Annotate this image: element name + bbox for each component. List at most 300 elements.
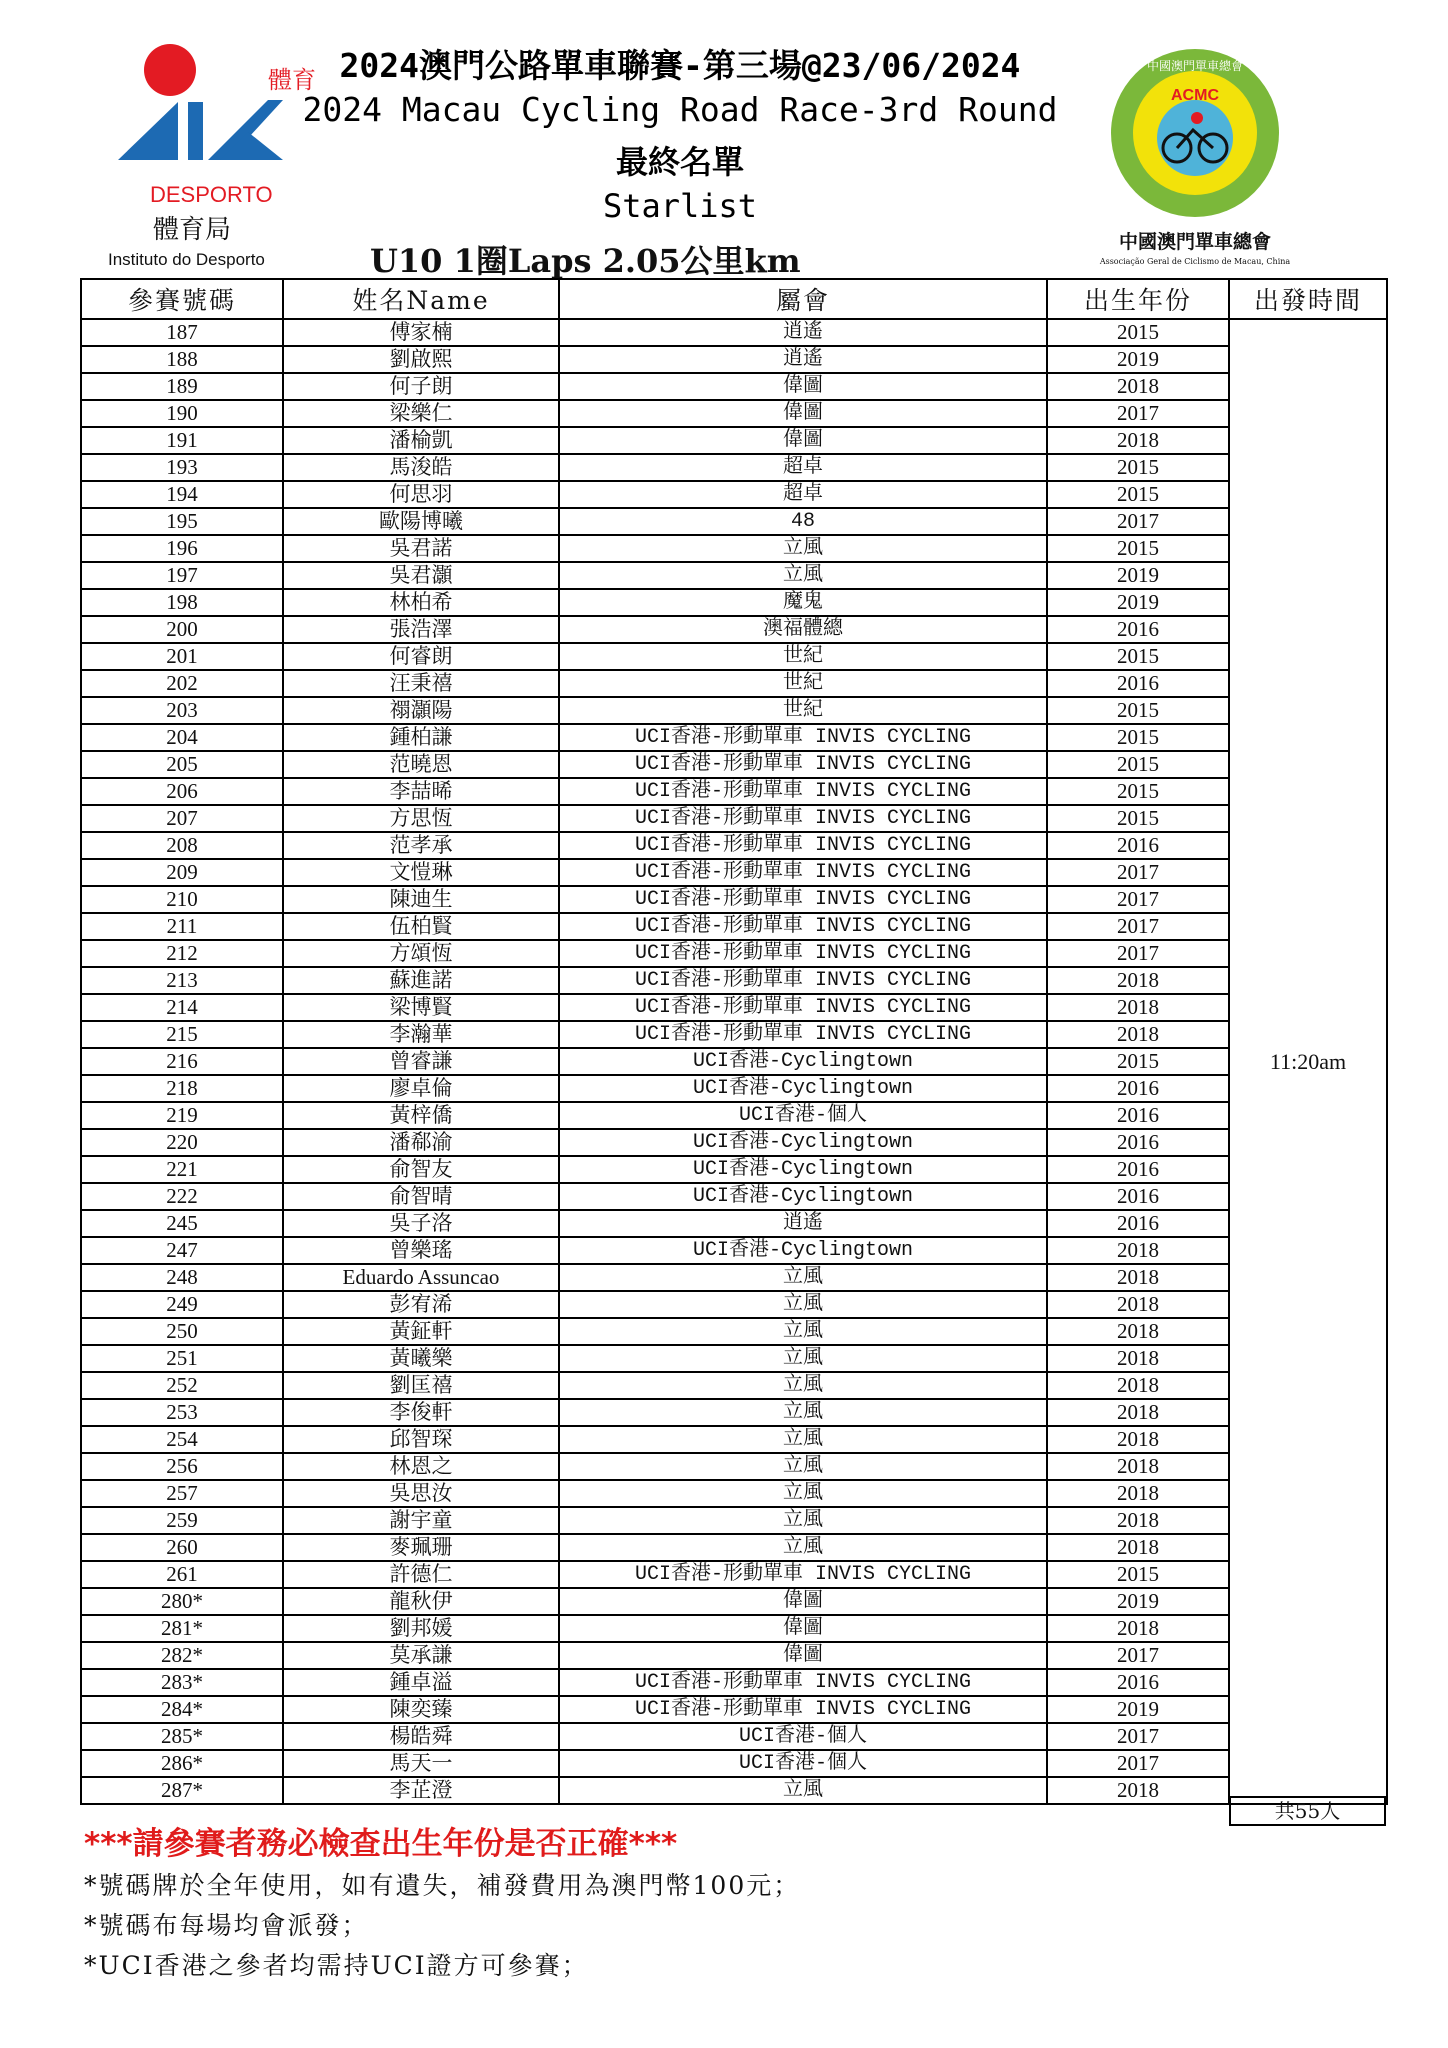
table-row	[81, 967, 1387, 994]
cell-club: UCI香港-形動單車 INVIS CYCLING	[559, 1669, 1047, 1696]
cell-birth-year: 2015	[1047, 643, 1229, 670]
cell-name: 何睿朗	[283, 643, 559, 670]
col-header-number: 參賽號碼	[81, 279, 283, 319]
table-row	[81, 1696, 1387, 1723]
cell-club: 偉圖	[559, 1642, 1047, 1669]
cell-club: 偉圖	[559, 1588, 1047, 1615]
cell-number: 218	[81, 1075, 283, 1102]
col-header-start-time: 出發時間	[1229, 279, 1387, 319]
table-row	[81, 859, 1387, 886]
cell-birth-year: 2018	[1047, 1021, 1229, 1048]
warning-note: ***請參賽者務必檢查出生年份是否正確***	[84, 1826, 678, 1862]
cell-name: 范曉恩	[283, 751, 559, 778]
cell-birth-year: 2019	[1047, 562, 1229, 589]
cell-number: 253	[81, 1399, 283, 1426]
cell-number: 247	[81, 1237, 283, 1264]
cell-birth-year: 2015	[1047, 751, 1229, 778]
cell-number: 250	[81, 1318, 283, 1345]
table-row	[81, 589, 1387, 616]
cell-number: 193	[81, 454, 283, 481]
cell-birth-year: 2018	[1047, 1453, 1229, 1480]
cell-birth-year: 2015	[1047, 319, 1229, 346]
cell-club: 立風	[559, 1264, 1047, 1291]
table-row	[81, 481, 1387, 508]
cell-birth-year: 2015	[1047, 481, 1229, 508]
table-row	[81, 1291, 1387, 1318]
cell-name: 廖卓倫	[283, 1075, 559, 1102]
cell-number: 254	[81, 1426, 283, 1453]
acmc-logo	[1099, 48, 1305, 268]
cell-number: 287*	[81, 1777, 283, 1804]
cell-birth-year: 2015	[1047, 697, 1229, 724]
cell-club: UCI香港-Cyclingtown	[559, 1183, 1047, 1210]
name-pt-text: Instituto do Desporto	[108, 250, 265, 269]
note-item: *號碼布每場均會派發；	[84, 1911, 369, 1940]
cell-birth-year: 2016	[1047, 1102, 1229, 1129]
desporto-logo	[108, 40, 316, 270]
cell-number: 198	[81, 589, 283, 616]
cell-birth-year: 2018	[1047, 1345, 1229, 1372]
table-row	[81, 373, 1387, 400]
cell-name: 劉邦媛	[283, 1615, 559, 1642]
cell-name: 汪秉禧	[283, 670, 559, 697]
cell-club: UCI香港-形動單車 INVIS CYCLING	[559, 751, 1047, 778]
cell-name: 邱智琛	[283, 1426, 559, 1453]
cell-number: 286*	[81, 1750, 283, 1777]
cell-name: 劉啟熙	[283, 346, 559, 373]
table-row	[81, 1075, 1387, 1102]
cell-birth-year: 2018	[1047, 1426, 1229, 1453]
table-row	[81, 1723, 1387, 1750]
table-row	[81, 1399, 1387, 1426]
cell-name: 林柏希	[283, 589, 559, 616]
startlist-table	[80, 278, 1386, 1805]
table-row	[81, 1264, 1387, 1291]
cell-club: UCI香港-形動單車 INVIS CYCLING	[559, 832, 1047, 859]
table-row	[81, 1345, 1387, 1372]
cell-number: 195	[81, 508, 283, 535]
cell-birth-year: 2018	[1047, 1399, 1229, 1426]
cell-number: 194	[81, 481, 283, 508]
cell-number: 190	[81, 400, 283, 427]
cell-club: UCI香港-Cyclingtown	[559, 1156, 1047, 1183]
cell-number: 188	[81, 346, 283, 373]
cell-birth-year: 2018	[1047, 1237, 1229, 1264]
cell-club: 立風	[559, 1534, 1047, 1561]
cell-name: 陳奕臻	[283, 1696, 559, 1723]
cell-number: 251	[81, 1345, 283, 1372]
table-row	[81, 1507, 1387, 1534]
cell-birth-year: 2017	[1047, 1723, 1229, 1750]
cell-name: 何子朗	[283, 373, 559, 400]
cell-name: 李俊軒	[283, 1399, 559, 1426]
cell-number: 215	[81, 1021, 283, 1048]
cell-name: 吳君灝	[283, 562, 559, 589]
cell-name: 方思恆	[283, 805, 559, 832]
table-row	[81, 427, 1387, 454]
ring-text: 中國澳門單車總會	[1146, 59, 1244, 73]
cell-birth-year: 2017	[1047, 913, 1229, 940]
cell-name: 伍柏賢	[283, 913, 559, 940]
cell-number: 257	[81, 1480, 283, 1507]
cell-club: UCI香港-形動單車 INVIS CYCLING	[559, 1696, 1047, 1723]
cell-club: 立風	[559, 535, 1047, 562]
cell-number: 211	[81, 913, 283, 940]
cell-name: 莫承謙	[283, 1642, 559, 1669]
start-time-cell: 11:20am	[1229, 319, 1387, 1804]
cell-number: 208	[81, 832, 283, 859]
cell-birth-year: 2015	[1047, 1048, 1229, 1075]
cell-number: 219	[81, 1102, 283, 1129]
cell-birth-year: 2018	[1047, 1264, 1229, 1291]
cell-number: 249	[81, 1291, 283, 1318]
cell-number: 260	[81, 1534, 283, 1561]
cell-name: 謝宇童	[283, 1507, 559, 1534]
cell-club: UCI香港-形動單車 INVIS CYCLING	[559, 1021, 1047, 1048]
cell-club: 立風	[559, 562, 1047, 589]
cell-name: 龍秋伊	[283, 1588, 559, 1615]
table-row	[81, 616, 1387, 643]
table-row	[81, 535, 1387, 562]
cell-name: 陳迪生	[283, 886, 559, 913]
cell-club: UCI香港-形動單車 INVIS CYCLING	[559, 940, 1047, 967]
cell-club: 魔鬼	[559, 589, 1047, 616]
cell-name: 張浩澤	[283, 616, 559, 643]
cell-number: 207	[81, 805, 283, 832]
cell-birth-year: 2015	[1047, 535, 1229, 562]
table-body	[81, 319, 1387, 1804]
cell-club: 偉圖	[559, 1615, 1047, 1642]
cell-name: 吳子洛	[283, 1210, 559, 1237]
table-row	[81, 1426, 1387, 1453]
table-row	[81, 805, 1387, 832]
cell-name: 文愷琳	[283, 859, 559, 886]
cell-name: 禤灝陽	[283, 697, 559, 724]
cell-club: 立風	[559, 1318, 1047, 1345]
table-row	[81, 1156, 1387, 1183]
cell-number: 261	[81, 1561, 283, 1588]
cell-number: 196	[81, 535, 283, 562]
cell-name: 鍾柏謙	[283, 724, 559, 751]
cell-club: 世紀	[559, 670, 1047, 697]
cell-club: 超卓	[559, 481, 1047, 508]
total-count: 共55人	[1229, 1796, 1386, 1826]
table-row	[81, 1777, 1387, 1804]
cell-birth-year: 2016	[1047, 616, 1229, 643]
cell-number: 280*	[81, 1588, 283, 1615]
cell-birth-year: 2018	[1047, 1507, 1229, 1534]
cell-birth-year: 2016	[1047, 1210, 1229, 1237]
cell-club: UCI香港-形動單車 INVIS CYCLING	[559, 994, 1047, 1021]
cell-club: 逍遙	[559, 319, 1047, 346]
name-zh-text: 體育局	[153, 215, 232, 245]
cell-birth-year: 2018	[1047, 1777, 1229, 1804]
cell-name: 曾睿謙	[283, 1048, 559, 1075]
table-row	[81, 1372, 1387, 1399]
note-item: *UCI香港之參者均需持UCI證方可參賽；	[84, 1951, 589, 1980]
cell-name: 吳君諾	[283, 535, 559, 562]
table-row	[81, 1129, 1387, 1156]
desporto-emblem-icon	[108, 40, 316, 270]
cell-name: 潘郗渝	[283, 1129, 559, 1156]
cell-club: 逍遙	[559, 346, 1047, 373]
cell-club: UCI香港-形動單車 INVIS CYCLING	[559, 724, 1047, 751]
table-row	[81, 1642, 1387, 1669]
cell-club: 立風	[559, 1291, 1047, 1318]
cell-club: 超卓	[559, 454, 1047, 481]
cell-birth-year: 2019	[1047, 1588, 1229, 1615]
cell-name: 黃梓僑	[283, 1102, 559, 1129]
cell-club: 逍遙	[559, 1210, 1047, 1237]
table-row	[81, 319, 1387, 346]
acmc-name-zh: 中國澳門單車總會	[1118, 231, 1272, 253]
cell-club: 世紀	[559, 697, 1047, 724]
table-row	[81, 643, 1387, 670]
cell-birth-year: 2015	[1047, 1561, 1229, 1588]
cell-number: 203	[81, 697, 283, 724]
cell-club: UCI香港-形動單車 INVIS CYCLING	[559, 859, 1047, 886]
table-row	[81, 670, 1387, 697]
cell-birth-year: 2015	[1047, 724, 1229, 751]
cell-name: 林恩之	[283, 1453, 559, 1480]
cell-club: 偉圖	[559, 427, 1047, 454]
cell-number: 282*	[81, 1642, 283, 1669]
cell-birth-year: 2018	[1047, 1372, 1229, 1399]
cell-club: UCI香港-形動單車 INVIS CYCLING	[559, 778, 1047, 805]
cell-number: 212	[81, 940, 283, 967]
table-row	[81, 1615, 1387, 1642]
cell-birth-year: 2016	[1047, 1669, 1229, 1696]
cell-birth-year: 2016	[1047, 670, 1229, 697]
event-title-en: 2024 Macau Cycling Road Race-3rd Round	[302, 90, 1058, 129]
cell-birth-year: 2015	[1047, 778, 1229, 805]
event-title-zh: 2024澳門公路單車聯賽-第三場@23/06/2024	[339, 46, 1021, 85]
cell-club: UCI香港-個人	[559, 1723, 1047, 1750]
cell-birth-year: 2018	[1047, 967, 1229, 994]
cell-number: 189	[81, 373, 283, 400]
table-row	[81, 778, 1387, 805]
table-row	[81, 1183, 1387, 1210]
table-row	[81, 697, 1387, 724]
cell-birth-year: 2019	[1047, 346, 1229, 373]
cell-name: 黃曦樂	[283, 1345, 559, 1372]
cell-number: 248	[81, 1264, 283, 1291]
table-row	[81, 1318, 1387, 1345]
brand-text: DESPORTO	[150, 182, 273, 207]
cell-club: 立風	[559, 1480, 1047, 1507]
table-row	[81, 346, 1387, 373]
table-row	[81, 454, 1387, 481]
cell-name: 李瀚華	[283, 1021, 559, 1048]
cell-club: UCI香港-Cyclingtown	[559, 1237, 1047, 1264]
cell-name: 歐陽博曦	[283, 508, 559, 535]
cell-birth-year: 2017	[1047, 886, 1229, 913]
cell-number: 197	[81, 562, 283, 589]
cell-name: 梁博賢	[283, 994, 559, 1021]
cell-number: 259	[81, 1507, 283, 1534]
table-row	[81, 1480, 1387, 1507]
table-row	[81, 1669, 1387, 1696]
cell-club: UCI香港-形動單車 INVIS CYCLING	[559, 913, 1047, 940]
cell-number: 221	[81, 1156, 283, 1183]
cell-number: 220	[81, 1129, 283, 1156]
table-row	[81, 1750, 1387, 1777]
acmc-name-pt: Associação Geral de Ciclismo de Macau, China	[1099, 257, 1291, 266]
table-row	[81, 508, 1387, 535]
cell-club: 偉圖	[559, 373, 1047, 400]
cell-birth-year: 2016	[1047, 1156, 1229, 1183]
cell-club: 立風	[559, 1372, 1047, 1399]
table-row	[81, 724, 1387, 751]
table-row	[81, 994, 1387, 1021]
cell-name: 李喆晞	[283, 778, 559, 805]
cell-number: 216	[81, 1048, 283, 1075]
cell-club: 澳福體總	[559, 616, 1047, 643]
cell-club: 立風	[559, 1777, 1047, 1804]
table-row	[81, 1021, 1387, 1048]
cell-club: 立風	[559, 1345, 1047, 1372]
cell-name: 俞智晴	[283, 1183, 559, 1210]
cell-club: 偉圖	[559, 400, 1047, 427]
cell-name: 黃鉦軒	[283, 1318, 559, 1345]
cell-number: 281*	[81, 1615, 283, 1642]
cell-number: 213	[81, 967, 283, 994]
cell-club: 世紀	[559, 643, 1047, 670]
table-row	[81, 1561, 1387, 1588]
cell-number: 256	[81, 1453, 283, 1480]
table-row	[81, 1534, 1387, 1561]
cell-club: 立風	[559, 1399, 1047, 1426]
acmc-emblem-icon	[1099, 48, 1305, 268]
cell-birth-year: 2019	[1047, 1696, 1229, 1723]
cell-name: 傅家楠	[283, 319, 559, 346]
col-header-birth-year: 出生年份	[1047, 279, 1229, 319]
cell-club: UCI香港-形動單車 INVIS CYCLING	[559, 886, 1047, 913]
cell-birth-year: 2015	[1047, 805, 1229, 832]
table-row	[81, 1453, 1387, 1480]
col-header-club: 屬會	[559, 279, 1047, 319]
cell-name: 楊皓舜	[283, 1723, 559, 1750]
cell-club: UCI香港-個人	[559, 1750, 1047, 1777]
table-row	[81, 940, 1387, 967]
cell-name: 曾樂瑤	[283, 1237, 559, 1264]
cell-number: 283*	[81, 1669, 283, 1696]
cell-club: UCI香港-Cyclingtown	[559, 1048, 1047, 1075]
table-row	[81, 1237, 1387, 1264]
table-row	[81, 886, 1387, 913]
cell-number: 204	[81, 724, 283, 751]
cell-club: UCI香港-形動單車 INVIS CYCLING	[559, 967, 1047, 994]
table-row	[81, 913, 1387, 940]
cell-number: 252	[81, 1372, 283, 1399]
cell-name: 吳思汝	[283, 1480, 559, 1507]
cell-birth-year: 2018	[1047, 1291, 1229, 1318]
cell-birth-year: 2016	[1047, 1183, 1229, 1210]
cell-number: 187	[81, 319, 283, 346]
cell-name: 麥珮珊	[283, 1534, 559, 1561]
table-row	[81, 832, 1387, 859]
cell-number: 245	[81, 1210, 283, 1237]
cell-name: 許德仁	[283, 1561, 559, 1588]
cell-name: 李芷澄	[283, 1777, 559, 1804]
cell-number: 200	[81, 616, 283, 643]
cell-number: 206	[81, 778, 283, 805]
cell-birth-year: 2015	[1047, 454, 1229, 481]
table-row	[81, 1588, 1387, 1615]
cell-name: 馬浚皓	[283, 454, 559, 481]
cell-birth-year: 2017	[1047, 859, 1229, 886]
acmc-abbr: ACMC	[1171, 87, 1219, 104]
cell-birth-year: 2017	[1047, 508, 1229, 535]
cell-name: 范孝承	[283, 832, 559, 859]
cell-number: 210	[81, 886, 283, 913]
cell-name: 何思羽	[283, 481, 559, 508]
cell-club: UCI香港-Cyclingtown	[559, 1129, 1047, 1156]
cell-name: 劉匡禧	[283, 1372, 559, 1399]
list-title-en: Starlist	[602, 187, 758, 225]
cell-name: 俞智友	[283, 1156, 559, 1183]
cell-name: 鍾卓溢	[283, 1669, 559, 1696]
cell-birth-year: 2018	[1047, 427, 1229, 454]
cell-birth-year: 2016	[1047, 832, 1229, 859]
cell-club: 立風	[559, 1453, 1047, 1480]
table-header-row	[81, 279, 1387, 319]
cell-birth-year: 2017	[1047, 940, 1229, 967]
cell-club: UCI香港-形動單車 INVIS CYCLING	[559, 805, 1047, 832]
cell-birth-year: 2018	[1047, 373, 1229, 400]
cell-birth-year: 2018	[1047, 1615, 1229, 1642]
mark-text: 體育	[268, 66, 316, 94]
cell-club: UCI香港-Cyclingtown	[559, 1075, 1047, 1102]
cell-birth-year: 2018	[1047, 994, 1229, 1021]
cell-name: 潘榆凱	[283, 427, 559, 454]
cell-name: 梁樂仁	[283, 400, 559, 427]
cell-number: 201	[81, 643, 283, 670]
cell-birth-year: 2016	[1047, 1129, 1229, 1156]
cell-birth-year: 2017	[1047, 1750, 1229, 1777]
list-title-zh: 最終名單	[615, 143, 744, 181]
col-header-name: 姓名Name	[283, 279, 559, 319]
cell-birth-year: 2016	[1047, 1075, 1229, 1102]
category-title: U10 1圈Laps 2.05公里km	[370, 242, 801, 280]
cell-name: Eduardo Assuncao	[283, 1264, 559, 1291]
table-row	[81, 1102, 1387, 1129]
cell-club: 立風	[559, 1426, 1047, 1453]
table-row	[81, 1210, 1387, 1237]
cell-club: 48	[559, 508, 1047, 535]
cell-club: 立風	[559, 1507, 1047, 1534]
cell-number: 202	[81, 670, 283, 697]
cell-number: 205	[81, 751, 283, 778]
cell-number: 191	[81, 427, 283, 454]
table-row	[81, 751, 1387, 778]
cell-birth-year: 2017	[1047, 400, 1229, 427]
cell-birth-year: 2018	[1047, 1480, 1229, 1507]
cell-number: 285*	[81, 1723, 283, 1750]
table-row	[81, 400, 1387, 427]
cell-number: 209	[81, 859, 283, 886]
cell-birth-year: 2018	[1047, 1534, 1229, 1561]
table-row	[81, 1048, 1387, 1075]
cell-name: 彭宥浠	[283, 1291, 559, 1318]
cell-name: 馬天一	[283, 1750, 559, 1777]
cell-name: 方頌恆	[283, 940, 559, 967]
cell-number: 284*	[81, 1696, 283, 1723]
cell-number: 214	[81, 994, 283, 1021]
cell-number: 222	[81, 1183, 283, 1210]
cell-club: UCI香港-個人	[559, 1102, 1047, 1129]
table-row	[81, 562, 1387, 589]
